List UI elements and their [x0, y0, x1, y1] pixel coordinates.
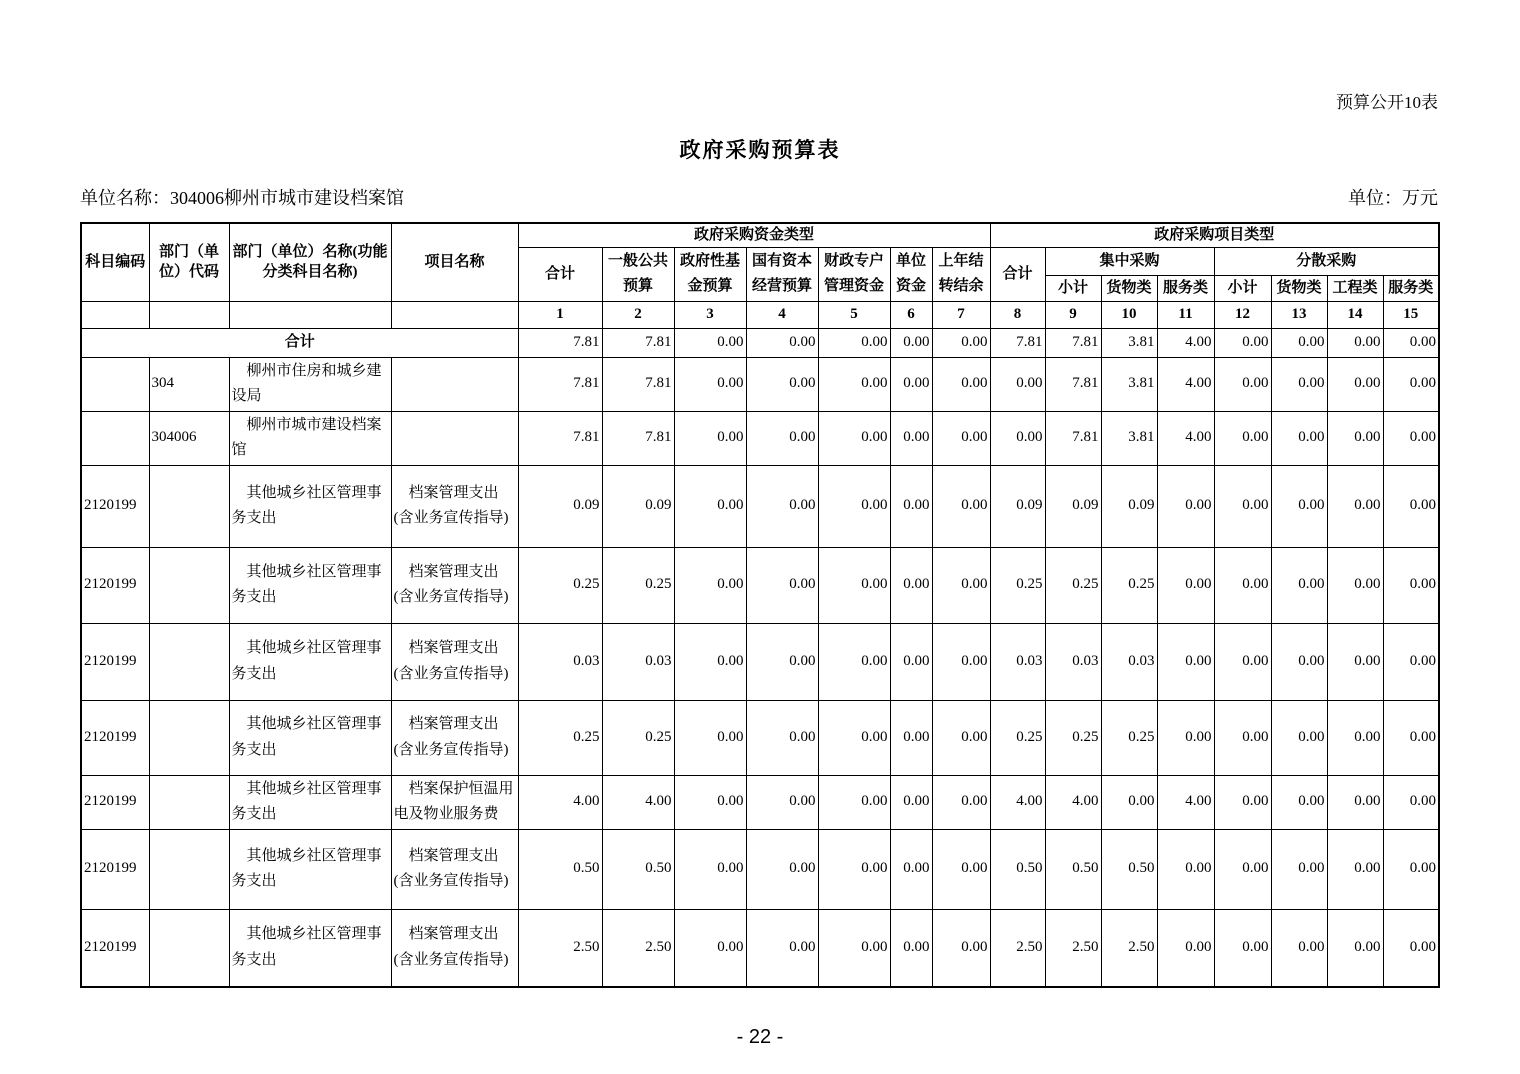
project-name-cell: 档案管理支出(含业务宣传指导) [391, 623, 518, 700]
column-number: 1 [518, 302, 602, 329]
column-number: 12 [1214, 302, 1271, 329]
value-cell: 0.00 [932, 329, 990, 358]
table-row [81, 909, 1439, 987]
unit-name-label: 单位名称：304006柳州市城市建设档案馆 [80, 188, 404, 208]
value-cell: 0.00 [746, 465, 818, 547]
value-cell: 3.81 [1101, 329, 1157, 358]
dept-code-cell [149, 465, 229, 547]
value-cell: 4.00 [1157, 411, 1214, 465]
subject-code-cell: 2120199 [81, 547, 149, 623]
column-number: 10 [1101, 302, 1157, 329]
col-header-unit-funds: 单位资金 [890, 247, 932, 302]
project-name-cell: 档案管理支出(含业务宣传指导) [391, 829, 518, 909]
value-cell: 0.00 [1271, 700, 1327, 775]
value-cell: 0.00 [1157, 700, 1214, 775]
value-cell: 0.00 [746, 909, 818, 987]
project-name-cell: 档案保护恒温用电及物业服务费 [391, 775, 518, 829]
value-cell: 0.00 [674, 775, 746, 829]
table-row [81, 357, 1439, 411]
value-cell: 4.00 [1157, 357, 1214, 411]
table-row [81, 775, 1439, 829]
value-cell: 0.00 [1327, 829, 1383, 909]
value-cell: 0.00 [746, 547, 818, 623]
value-cell: 0.00 [1157, 623, 1214, 700]
col-header-centralized-goods: 货物类 [1101, 276, 1157, 302]
value-cell: 0.00 [1271, 623, 1327, 700]
dept-name-cell: 其他城乡社区管理事务支出 [229, 909, 391, 987]
value-cell: 2.50 [1045, 909, 1101, 987]
value-cell: 0.00 [1271, 909, 1327, 987]
value-cell: 7.81 [1045, 329, 1101, 358]
column-number-empty [229, 302, 391, 329]
value-cell: 0.00 [1327, 329, 1383, 358]
project-name-cell [391, 357, 518, 411]
value-cell: 0.00 [1271, 775, 1327, 829]
col-header-centralized-services: 服务类 [1157, 276, 1214, 302]
group-header-decentralized: 分散采购 [1214, 247, 1439, 276]
column-number-empty [81, 302, 149, 329]
value-cell: 0.00 [674, 700, 746, 775]
value-cell: 0.50 [1101, 829, 1157, 909]
unit-of-measure-label: 单位：万元 [1348, 188, 1438, 208]
value-cell: 0.00 [1214, 909, 1271, 987]
column-number: 11 [1157, 302, 1214, 329]
value-cell: 0.25 [602, 547, 674, 623]
column-number: 13 [1271, 302, 1327, 329]
value-cell: 2.50 [990, 909, 1045, 987]
value-cell: 0.03 [990, 623, 1045, 700]
value-cell: 0.00 [818, 465, 890, 547]
column-number: 6 [890, 302, 932, 329]
project-name-cell: 档案管理支出(含业务宣传指导) [391, 909, 518, 987]
column-number-row [81, 302, 1439, 329]
project-name-cell: 档案管理支出(含业务宣传指导) [391, 465, 518, 547]
value-cell: 0.00 [1327, 411, 1383, 465]
value-cell: 0.00 [1383, 357, 1439, 411]
value-cell: 7.81 [518, 329, 602, 358]
value-cell: 0.00 [1383, 411, 1439, 465]
table-row [81, 547, 1439, 623]
value-cell: 0.00 [1214, 700, 1271, 775]
value-cell: 0.00 [1214, 411, 1271, 465]
group-header-funding-type: 政府采购资金类型 [518, 223, 990, 247]
project-name-cell: 档案管理支出(含业务宣传指导) [391, 547, 518, 623]
value-cell: 0.00 [890, 329, 932, 358]
dept-code-cell [149, 547, 229, 623]
column-number: 3 [674, 302, 746, 329]
value-cell: 7.81 [602, 329, 674, 358]
value-cell: 7.81 [990, 329, 1045, 358]
value-cell: 0.00 [1383, 700, 1439, 775]
value-cell: 3.81 [1101, 357, 1157, 411]
value-cell: 0.00 [890, 909, 932, 987]
subject-code-cell: 2120199 [81, 623, 149, 700]
value-cell: 0.50 [1045, 829, 1101, 909]
value-cell: 0.00 [1214, 623, 1271, 700]
value-cell: 0.00 [890, 623, 932, 700]
value-cell: 0.03 [1045, 623, 1101, 700]
value-cell: 0.00 [1214, 357, 1271, 411]
value-cell: 4.00 [1157, 329, 1214, 358]
dept-code-cell [149, 700, 229, 775]
column-number: 9 [1045, 302, 1101, 329]
value-cell: 0.25 [1045, 700, 1101, 775]
value-cell: 0.03 [518, 623, 602, 700]
value-cell: 0.00 [1271, 547, 1327, 623]
value-cell: 0.00 [1157, 547, 1214, 623]
value-cell: 0.00 [1271, 329, 1327, 358]
project-name-cell [391, 411, 518, 465]
value-cell: 0.00 [674, 329, 746, 358]
page-title: 政府采购预算表 [679, 138, 841, 162]
value-cell: 0.00 [1383, 775, 1439, 829]
meta-row [80, 184, 1438, 210]
subject-code-cell: 2120199 [81, 700, 149, 775]
table-row [81, 700, 1439, 775]
subject-code-cell: 2120199 [81, 829, 149, 909]
dept-code-cell [149, 829, 229, 909]
value-cell: 0.00 [746, 623, 818, 700]
value-cell: 0.00 [818, 829, 890, 909]
subject-code-cell [81, 357, 149, 411]
group-header-project-type: 政府采购项目类型 [990, 223, 1439, 247]
col-header-state-capital-budget: 国有资本经营预算 [746, 247, 818, 302]
col-header-project-name: 项目名称 [391, 223, 518, 302]
dept-name-cell: 柳州市住房和城乡建设局 [229, 357, 391, 411]
value-cell: 2.50 [602, 909, 674, 987]
value-cell: 0.00 [746, 829, 818, 909]
value-cell: 0.00 [746, 329, 818, 358]
project-name-cell: 档案管理支出(含业务宣传指导) [391, 700, 518, 775]
value-cell: 0.09 [990, 465, 1045, 547]
value-cell: 0.00 [746, 775, 818, 829]
value-cell: 0.00 [890, 357, 932, 411]
value-cell: 0.00 [932, 700, 990, 775]
column-number: 8 [990, 302, 1045, 329]
value-cell: 7.81 [1045, 357, 1101, 411]
col-header-fiscal-account-funds: 财政专户管理资金 [818, 247, 890, 302]
value-cell: 0.00 [674, 909, 746, 987]
value-cell: 0.00 [1383, 909, 1439, 987]
dept-code-cell [149, 623, 229, 700]
subject-code-cell: 2120199 [81, 909, 149, 987]
value-cell: 0.00 [1327, 775, 1383, 829]
value-cell: 0.00 [990, 357, 1045, 411]
column-number: 14 [1327, 302, 1383, 329]
value-cell: 0.00 [1327, 700, 1383, 775]
value-cell: 2.50 [1101, 909, 1157, 987]
value-cell: 0.00 [674, 465, 746, 547]
value-cell: 0.00 [1157, 829, 1214, 909]
dept-name-cell: 其他城乡社区管理事务支出 [229, 829, 391, 909]
value-cell: 4.00 [518, 775, 602, 829]
dept-code-cell [149, 775, 229, 829]
value-cell: 0.00 [890, 700, 932, 775]
value-cell: 0.09 [1045, 465, 1101, 547]
value-cell: 0.09 [602, 465, 674, 547]
value-cell: 0.00 [890, 547, 932, 623]
value-cell: 0.00 [1383, 329, 1439, 358]
dept-name-cell: 其他城乡社区管理事务支出 [229, 700, 391, 775]
value-cell: 0.00 [1214, 547, 1271, 623]
column-number: 4 [746, 302, 818, 329]
procurement-budget-table [80, 222, 1440, 988]
value-cell: 0.00 [1327, 547, 1383, 623]
value-cell: 0.25 [1101, 700, 1157, 775]
value-cell: 0.00 [890, 465, 932, 547]
value-cell: 0.00 [674, 357, 746, 411]
table-body [81, 329, 1439, 988]
value-cell: 0.00 [1214, 829, 1271, 909]
dept-name-cell: 其他城乡社区管理事务支出 [229, 623, 391, 700]
value-cell: 7.81 [518, 357, 602, 411]
value-cell: 0.50 [518, 829, 602, 909]
value-cell: 0.00 [746, 357, 818, 411]
value-cell: 0.00 [1271, 411, 1327, 465]
value-cell: 0.00 [1383, 465, 1439, 547]
value-cell: 0.25 [518, 547, 602, 623]
value-cell: 0.03 [602, 623, 674, 700]
col-header-gov-fund-budget: 政府性基金预算 [674, 247, 746, 302]
col-header-dept-name: 部门（单位）名称(功能分类科目名称) [229, 223, 391, 302]
value-cell: 0.00 [818, 623, 890, 700]
value-cell: 0.00 [1214, 329, 1271, 358]
table-row [81, 623, 1439, 700]
col-header-decentralized-services: 服务类 [1383, 276, 1439, 302]
grand-total-label: 合计 [81, 329, 518, 358]
value-cell: 0.09 [518, 465, 602, 547]
column-number: 5 [818, 302, 890, 329]
value-cell: 0.00 [1383, 829, 1439, 909]
value-cell: 0.00 [932, 465, 990, 547]
value-cell: 0.00 [818, 547, 890, 623]
value-cell: 0.00 [1157, 465, 1214, 547]
value-cell: 0.00 [890, 411, 932, 465]
column-number: 15 [1383, 302, 1439, 329]
dept-code-cell: 304006 [149, 411, 229, 465]
value-cell: 0.00 [818, 357, 890, 411]
col-header-general-public-budget: 一般公共预算 [602, 247, 674, 302]
group-header-centralized: 集中采购 [1045, 247, 1214, 276]
value-cell: 7.81 [602, 357, 674, 411]
value-cell: 4.00 [990, 775, 1045, 829]
grand-total-row [81, 329, 1439, 358]
subject-code-cell [81, 411, 149, 465]
value-cell: 0.00 [932, 909, 990, 987]
dept-name-cell: 其他城乡社区管理事务支出 [229, 775, 391, 829]
col-header-decentralized-works: 工程类 [1327, 276, 1383, 302]
value-cell: 0.50 [990, 829, 1045, 909]
value-cell: 2.50 [518, 909, 602, 987]
value-cell: 0.00 [746, 700, 818, 775]
dept-code-cell: 304 [149, 357, 229, 411]
value-cell: 0.00 [818, 775, 890, 829]
value-cell: 7.81 [518, 411, 602, 465]
column-number-empty [149, 302, 229, 329]
value-cell: 0.00 [1214, 775, 1271, 829]
value-cell: 0.00 [932, 829, 990, 909]
col-header-centralized-subtotal: 小计 [1045, 276, 1101, 302]
value-cell: 0.25 [1045, 547, 1101, 623]
value-cell: 7.81 [602, 411, 674, 465]
table-row [81, 411, 1439, 465]
value-cell: 0.00 [818, 411, 890, 465]
subject-code-cell: 2120199 [81, 465, 149, 547]
value-cell: 0.00 [1101, 775, 1157, 829]
value-cell: 0.00 [890, 775, 932, 829]
value-cell: 0.00 [746, 411, 818, 465]
col-header-subject-code: 科目编码 [81, 223, 149, 302]
table-row [81, 829, 1439, 909]
value-cell: 0.00 [674, 547, 746, 623]
value-cell: 0.00 [932, 357, 990, 411]
value-cell: 0.50 [602, 829, 674, 909]
column-number: 7 [932, 302, 990, 329]
value-cell: 4.00 [602, 775, 674, 829]
value-cell: 0.00 [1271, 829, 1327, 909]
col-header-decentralized-goods: 货物类 [1271, 276, 1327, 302]
value-cell: 0.00 [1327, 909, 1383, 987]
value-cell: 0.00 [890, 829, 932, 909]
subject-code-cell: 2120199 [81, 775, 149, 829]
value-cell: 0.00 [818, 700, 890, 775]
value-cell: 0.00 [1327, 357, 1383, 411]
col-header-funding-total: 合计 [518, 247, 602, 302]
dept-code-cell [149, 909, 229, 987]
page-number: - 22 - [736, 1026, 784, 1048]
form-number-label: 预算公开10表 [1336, 93, 1438, 112]
value-cell: 0.00 [1157, 909, 1214, 987]
value-cell: 0.00 [1383, 623, 1439, 700]
value-cell: 0.00 [932, 411, 990, 465]
col-header-dept-code: 部门（单位）代码 [149, 223, 229, 302]
column-number-empty [391, 302, 518, 329]
value-cell: 0.00 [818, 909, 890, 987]
dept-name-cell: 其他城乡社区管理事务支出 [229, 465, 391, 547]
value-cell: 0.00 [990, 411, 1045, 465]
value-cell: 0.25 [990, 547, 1045, 623]
col-header-decentralized-subtotal: 小计 [1214, 276, 1271, 302]
value-cell: 0.00 [1271, 357, 1327, 411]
value-cell: 0.00 [1327, 465, 1383, 547]
value-cell: 0.00 [818, 329, 890, 358]
value-cell: 0.00 [932, 775, 990, 829]
value-cell: 0.00 [1214, 465, 1271, 547]
value-cell: 7.81 [1045, 411, 1101, 465]
value-cell: 3.81 [1101, 411, 1157, 465]
col-header-type-total: 合计 [990, 247, 1045, 302]
value-cell: 0.00 [1271, 465, 1327, 547]
col-header-carryover-funds: 上年结转结余 [932, 247, 990, 302]
dept-name-cell: 其他城乡社区管理事务支出 [229, 547, 391, 623]
value-cell: 0.00 [674, 829, 746, 909]
value-cell: 4.00 [1157, 775, 1214, 829]
value-cell: 0.00 [932, 547, 990, 623]
value-cell: 0.25 [990, 700, 1045, 775]
value-cell: 0.25 [518, 700, 602, 775]
value-cell: 0.09 [1101, 465, 1157, 547]
value-cell: 0.00 [674, 411, 746, 465]
value-cell: 0.00 [932, 623, 990, 700]
value-cell: 0.00 [674, 623, 746, 700]
column-number: 2 [602, 302, 674, 329]
value-cell: 0.25 [602, 700, 674, 775]
dept-name-cell: 柳州市城市建设档案馆 [229, 411, 391, 465]
value-cell: 0.03 [1101, 623, 1157, 700]
value-cell: 0.00 [1327, 623, 1383, 700]
value-cell: 4.00 [1045, 775, 1101, 829]
value-cell: 0.00 [1383, 547, 1439, 623]
value-cell: 0.25 [1101, 547, 1157, 623]
table-row [81, 465, 1439, 547]
